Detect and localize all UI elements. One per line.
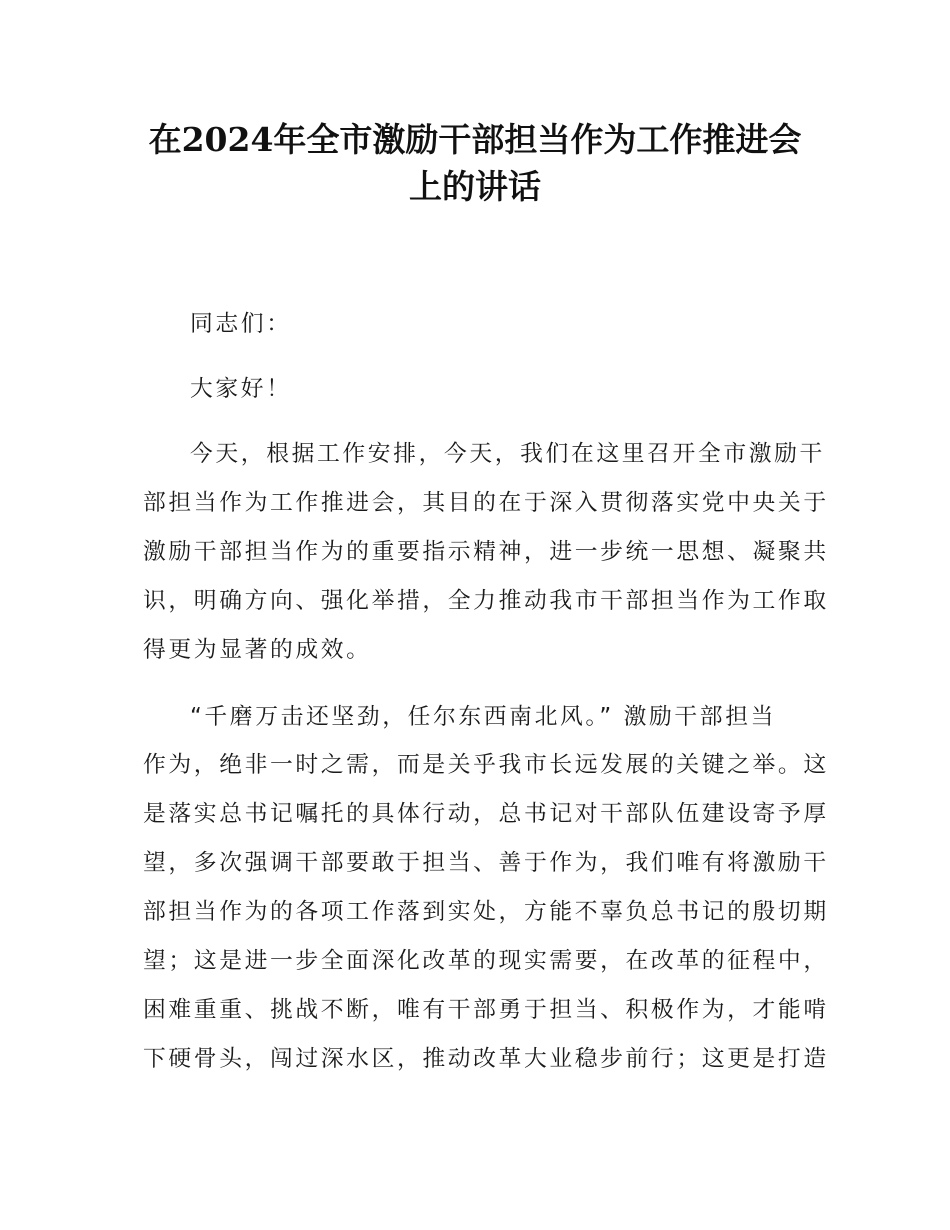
- paragraph-line: 部担当作为工作推进会，其目的在于深入贯彻落实党中央关于: [143, 490, 829, 516]
- paragraph-line: “千磨万击还坚劲，任尔东西南北风。” 激励干部担当: [190, 704, 776, 730]
- paragraph-line: 部担当作为的各项工作落到实处，方能不辜负总书记的殷切期: [143, 899, 829, 925]
- paragraph-line: 望；这是进一步全面深化改革的现实需要，在改革的征程中，: [143, 948, 829, 974]
- paragraph-line: 作为，绝非一时之需，而是关乎我市长远发展的关键之举。这: [143, 752, 829, 778]
- paragraph-line: 得更为显著的成效。: [143, 637, 372, 663]
- paragraph-line: 今天，根据工作安排，今天，我们在这里召开全市激励干: [190, 441, 825, 467]
- document-title-line-1: 在2024年全市激励干部担当作为工作推进会: [148, 120, 802, 159]
- document-title-line-2: 上的讲话: [409, 167, 541, 206]
- paragraph-line: 望，多次强调干部要敢于担当、善于作为，我们唯有将激励干: [143, 850, 829, 876]
- salutation: 同志们：: [190, 311, 292, 337]
- paragraph-line: 困难重重、挑战不断，唯有干部勇于担当、积极作为，才能啃: [143, 997, 829, 1023]
- paragraph-line: 激励干部担当作为的重要指示精神，进一步统一思想、凝聚共: [143, 539, 829, 565]
- paragraph-line: 识，明确方向、强化举措，全力推动我市干部担当作为工作取: [143, 588, 829, 614]
- paragraph-line: 下硬骨头，闯过深水区，推动改革大业稳步前行；这更是打造: [143, 1046, 829, 1072]
- greeting: 大家好！: [190, 376, 292, 402]
- paragraph-line: 是落实总书记嘱托的具体行动，总书记对干部队伍建设寄予厚: [143, 801, 829, 827]
